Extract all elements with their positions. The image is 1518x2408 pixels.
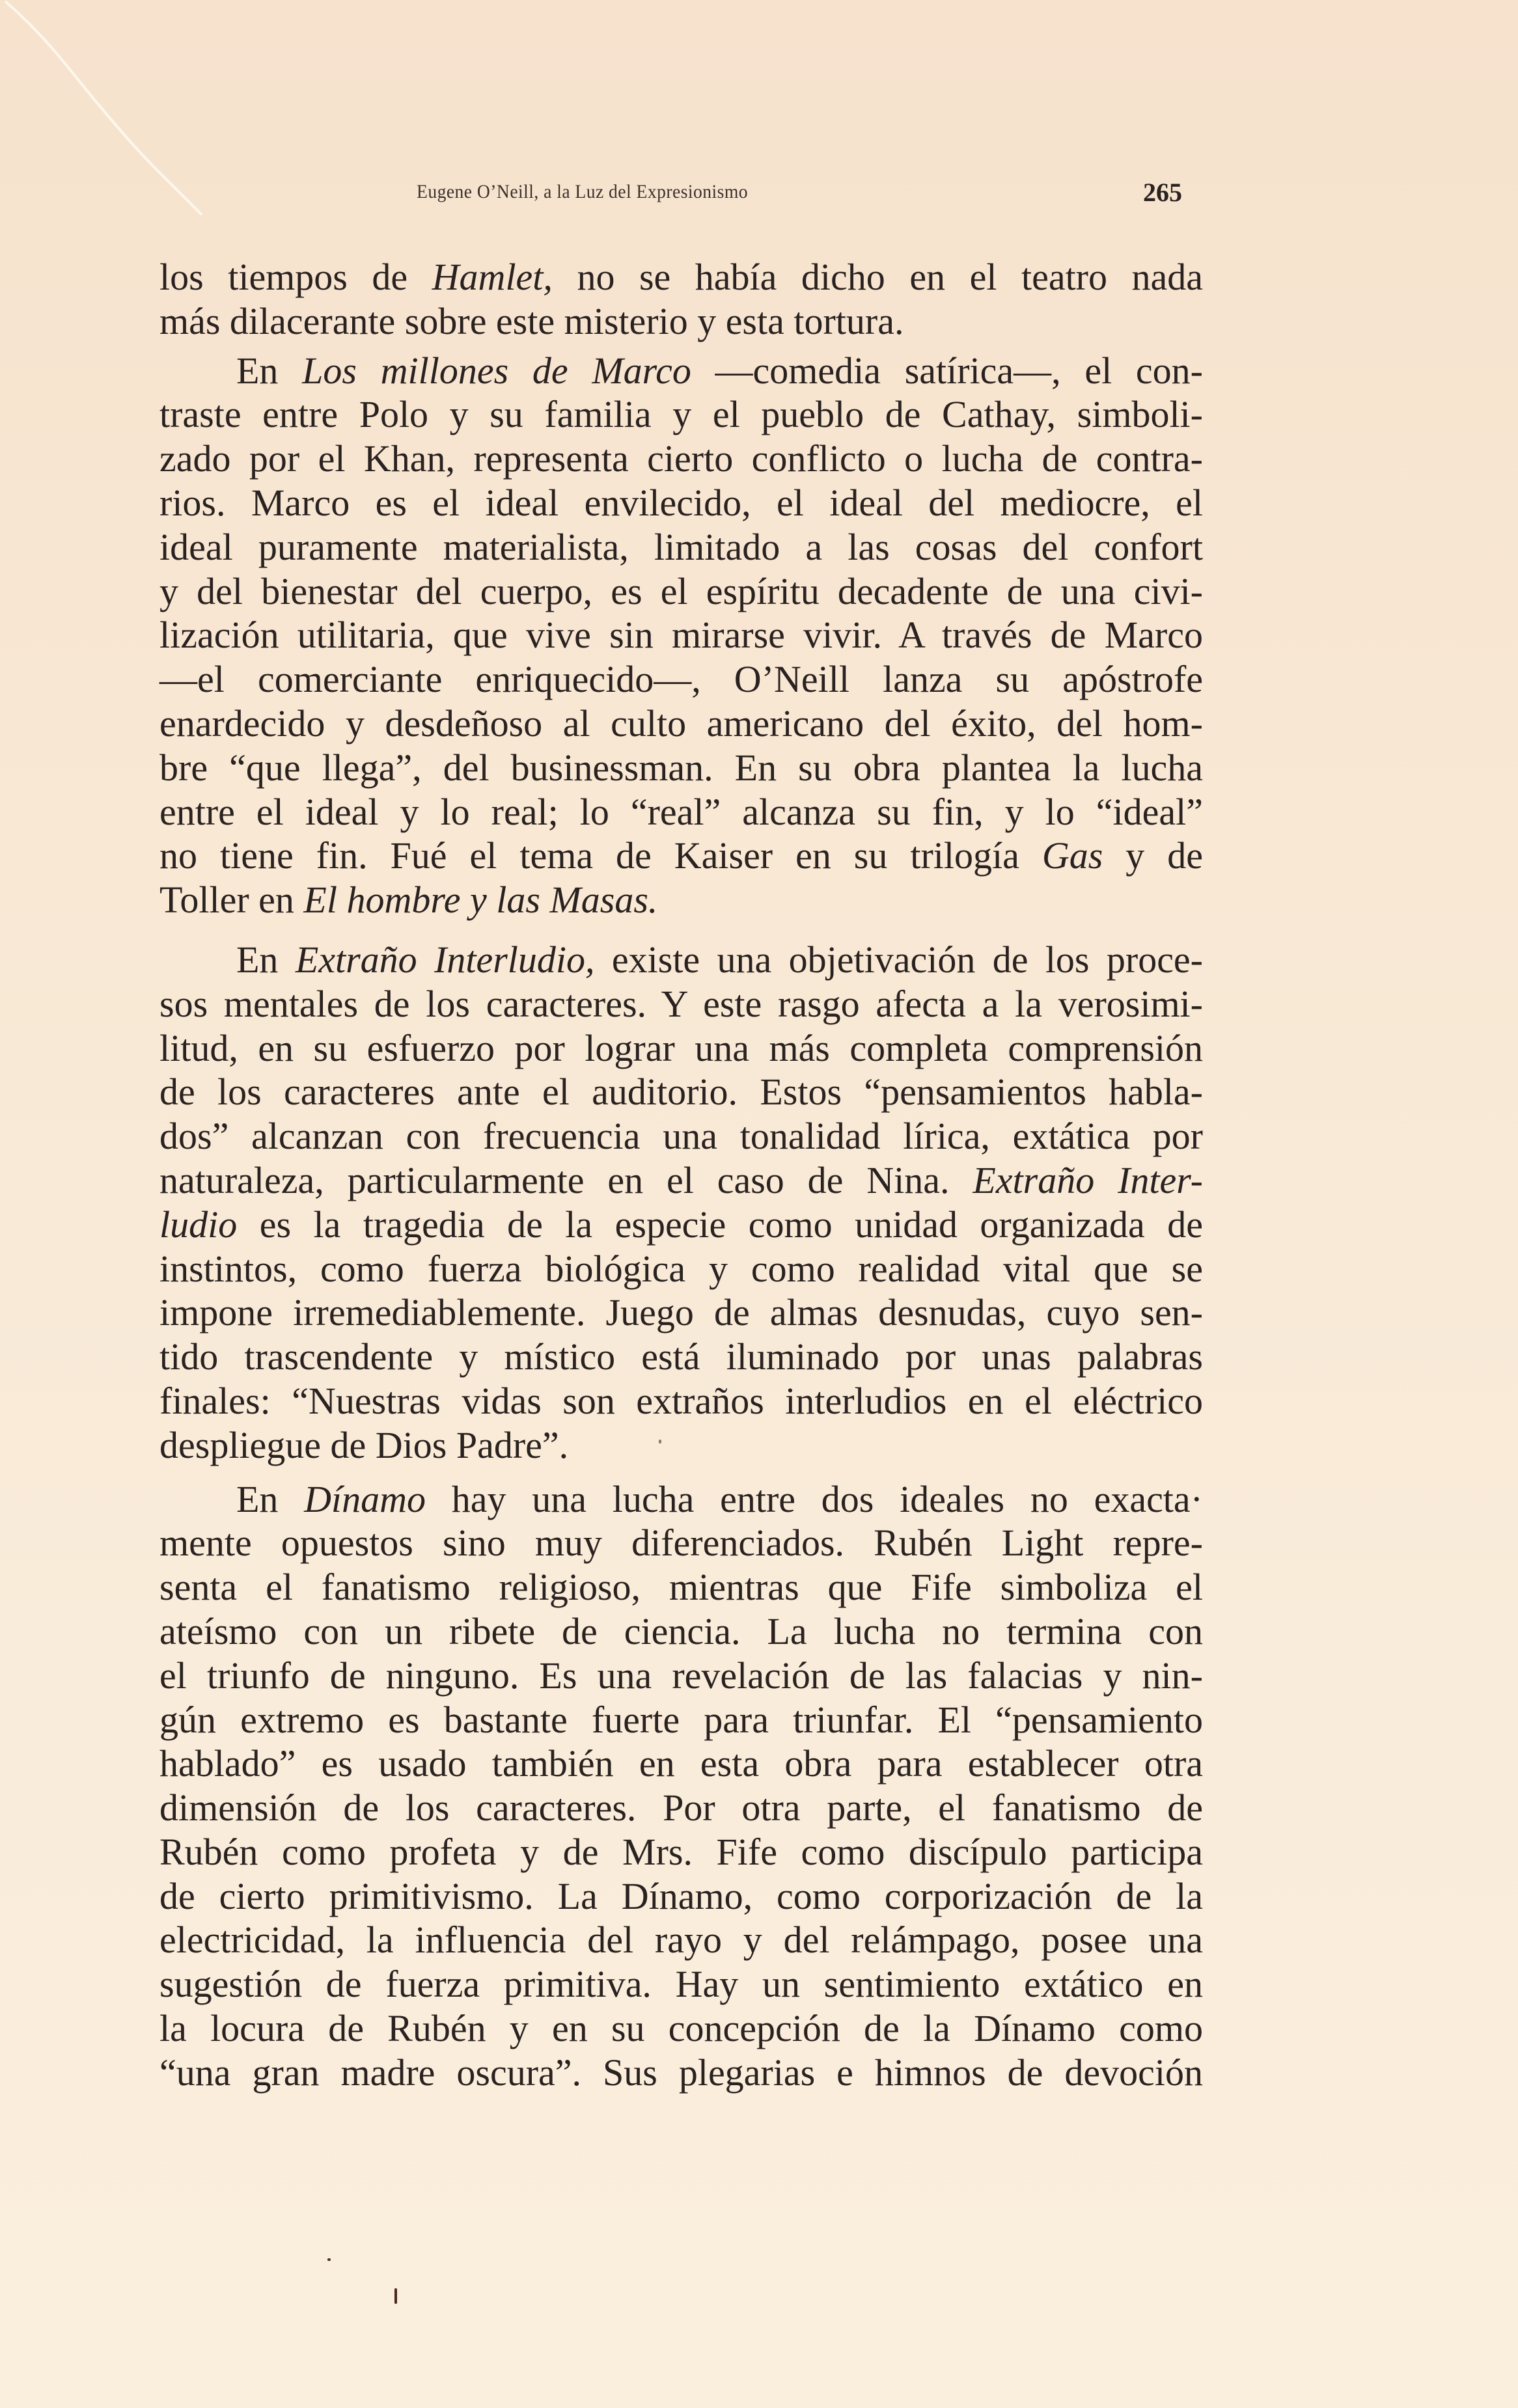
text-line [159, 790, 1203, 834]
text-line [159, 1565, 1203, 1609]
text-run: instintos, como fuerza biológica y como realidad vital que se [159, 1247, 1203, 1290]
text-run: litud, en su esfuerzo por lograr una más completa comprensión [159, 1026, 1203, 1069]
text-run: electricidad, la influencia del rayo y del relámpago, posee una [159, 1919, 1203, 1962]
text-run: —el comerciante enriquecido—, O’Neill lanza su apóstrofe [159, 658, 1203, 701]
text-line [159, 1918, 1203, 1962]
text-line [159, 2051, 1203, 2095]
text-run: la locura de Rubén y en su concepción de la Dínamo como [159, 2007, 1203, 2050]
text-run: —comedia satírica—, el con- [691, 349, 1203, 392]
text-line [159, 702, 1203, 746]
text-run: enardecido y desdeñoso al culto americano del éxito, del hom- [159, 702, 1203, 745]
text-line [159, 613, 1203, 657]
text-run: zado por el Khan, representa cierto conflicto o lucha de contra- [159, 437, 1203, 480]
italic-title: Dínamo [304, 1477, 426, 1520]
text-line [159, 1291, 1203, 1335]
text-run: rios. Marco es el ideal envilecido, el ideal del mediocre, el [159, 481, 1203, 524]
text-run: hay una lucha entre dos ideales no exacta· [426, 1477, 1203, 1520]
text-run: tido trascendente y místico está iluminado por unas palabras [159, 1335, 1203, 1378]
text-line [159, 1698, 1203, 1742]
text-run: senta el fanatismo religioso, mientras que Fife simboliza el [159, 1566, 1203, 1609]
paragraph [159, 1477, 1203, 2095]
text-line [159, 1477, 1203, 1522]
text-run: existe una objetivación de los proce- [594, 938, 1203, 981]
body-text [159, 255, 1203, 2095]
paragraph [159, 938, 1203, 1468]
text-line [159, 437, 1203, 481]
paper-fiber-mark [394, 2288, 397, 2304]
text-run: Rubén como profeta y de Mrs. Fife como discípulo participa [159, 1830, 1203, 1873]
text-run: impone irremediablemente. Juego de almas desnudas, cuyo sen- [159, 1291, 1203, 1334]
text-run: más dilacerante sobre este misterio y esta tortura. [159, 299, 904, 342]
text-line [159, 2006, 1203, 2051]
text-line [159, 392, 1203, 437]
text-run: los tiempos de [159, 256, 432, 298]
text-line [159, 746, 1203, 790]
text-line [159, 569, 1203, 614]
text-run: En [236, 1477, 305, 1520]
text-line [159, 1609, 1203, 1654]
paragraph [159, 349, 1203, 922]
text-line [159, 938, 1203, 982]
text-run: Toller en [159, 879, 304, 922]
paper-speck [659, 1440, 661, 1443]
text-run: y del bienestar del cuerpo, es el espíritu decadente de una civi- [159, 569, 1203, 612]
text-line [159, 878, 1203, 922]
text-run: sugestión de fuerza primitiva. Hay un sentimiento extático en [159, 1963, 1203, 2006]
text-line [159, 299, 1203, 344]
italic-title: Hamlet, [432, 256, 553, 298]
italic-title: Extraño Inter- [973, 1158, 1203, 1201]
text-line [159, 982, 1203, 1026]
text-line [159, 1786, 1203, 1830]
text-line [159, 1654, 1203, 1698]
text-line [159, 834, 1203, 878]
text-run: finales: “Nuestras vidas son extraños interludios en el eléctrico [159, 1379, 1203, 1422]
text-line [159, 1423, 1203, 1468]
text-run: ateísmo con un ribete de ciencia. La lucha no termina con [159, 1609, 1203, 1652]
text-line [159, 1158, 1203, 1203]
text-run: ideal puramente materialista, limitado a las cosas del confort [159, 525, 1203, 568]
text-run: lización utilitaria, que vive sin mirarse vivir. A través de Marco [159, 614, 1203, 657]
text-line [159, 349, 1203, 393]
text-line [159, 1114, 1203, 1158]
text-line [159, 1335, 1203, 1379]
text-run: de los caracteres ante el auditorio. Estos “pensamientos habla- [159, 1071, 1203, 1114]
text-run: dimensión de los caracteres. Por otra parte, el fanatismo de [159, 1786, 1203, 1829]
text-run: no tiene fin. Fué el tema de Kaiser en su trilogía [159, 834, 1042, 877]
page-number: 265 [1143, 178, 1182, 207]
text-line [159, 1203, 1203, 1247]
text-line [159, 1070, 1203, 1114]
text-run: hablado” es usado también en esta obra para establecer otra [159, 1742, 1203, 1785]
text-run: naturaleza, particularmente en el caso de Nina. [159, 1158, 973, 1201]
paragraph [159, 255, 1203, 344]
text-line [159, 1379, 1203, 1423]
text-run: no se había dicho en el teatro nada [552, 256, 1204, 298]
text-line [159, 1874, 1203, 1919]
text-line [159, 1521, 1203, 1565]
text-run: “una gran madre oscura”. Sus plegarias e himnos de devoción [159, 2051, 1203, 2094]
text-line [159, 525, 1203, 569]
running-title: Eugene O’Neill, a la Luz del Expresionismo [417, 181, 749, 202]
text-line [159, 1026, 1203, 1071]
text-run: entre el ideal y lo real; lo “real” alcanza su fin, y lo “ideal” [159, 790, 1203, 833]
text-line [159, 1742, 1203, 1786]
italic-title: El hombre y las Masas. [303, 879, 658, 922]
text-line [159, 657, 1203, 702]
paper-crease [0, 0, 273, 273]
text-line [159, 1830, 1203, 1874]
italic-title: Extraño Interludio, [295, 938, 595, 981]
text-run: traste entre Polo y su familia y el pueblo de Cathay, simboli- [159, 393, 1203, 436]
text-run: sos mentales de los caracteres. Y este rasgo afecta a la verosimi- [159, 982, 1203, 1025]
running-head [417, 178, 1198, 210]
text-line [159, 1247, 1203, 1291]
text-run: En [236, 938, 296, 981]
italic-title: Gas [1042, 834, 1103, 877]
paper-speck [327, 2258, 331, 2261]
text-run: gún extremo es bastante fuerte para triunfar. El “pensamiento [159, 1698, 1203, 1741]
text-run: de cierto primitivismo. La Dínamo, como corporización de la [159, 1874, 1203, 1917]
text-run: bre “que llega”, del businessman. En su obra plantea la lucha [159, 746, 1203, 789]
text-run: dos” alcanzan con frecuencia una tonalidad lírica, extática por [159, 1115, 1203, 1158]
text-run: mente opuestos sino muy diferenciados. Rubén Light repre- [159, 1522, 1203, 1565]
text-run: despliegue de Dios Padre”. [159, 1423, 569, 1466]
text-line [159, 255, 1203, 299]
text-run: es la tragedia de la especie como unidad organizada de [237, 1203, 1203, 1246]
text-run: y de [1103, 834, 1203, 877]
text-run: En [236, 349, 303, 392]
text-line [159, 481, 1203, 525]
text-run: el triunfo de ninguno. Es una revelación de las falacias y nin- [159, 1654, 1203, 1697]
italic-title: ludio [159, 1203, 238, 1246]
text-line [159, 1962, 1203, 2006]
italic-title: Los millones de Marco [302, 349, 691, 392]
